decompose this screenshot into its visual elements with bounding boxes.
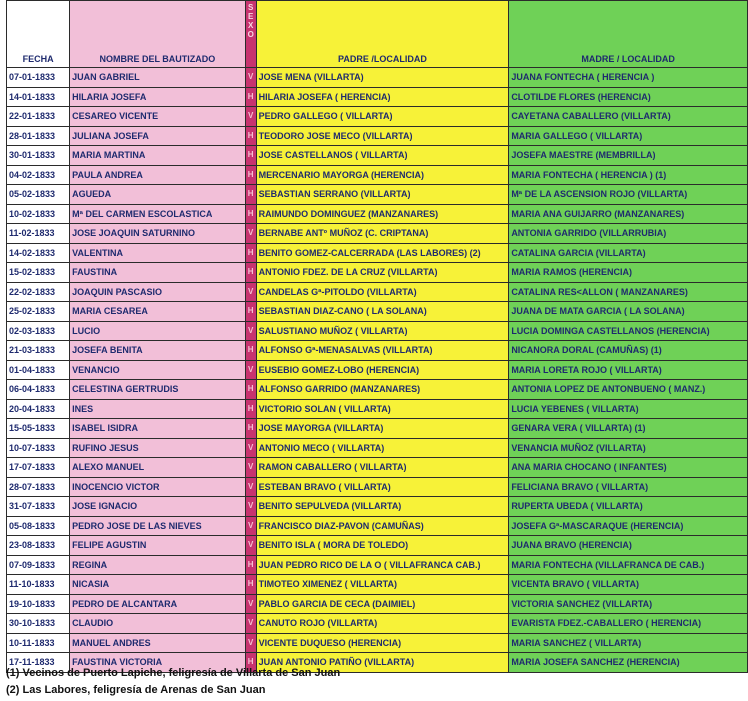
header-padre: PADRE /LOCALIDAD <box>256 1 509 68</box>
cell-sexo: V <box>245 614 256 634</box>
cell-madre: MARIA FONTECHA ( HERENCIA ) (1) <box>509 165 748 185</box>
cell-padre: JOSE MENA (VILLARTA) <box>256 68 509 88</box>
cell-madre: FELICIANA BRAVO ( VILLARTA) <box>509 477 748 497</box>
cell-fecha: 07-01-1833 <box>7 68 70 88</box>
cell-nombre: INES <box>70 399 245 419</box>
cell-padre: ALFONSO Gª-MENASALVAS (VILLARTA) <box>256 341 509 361</box>
table-row <box>7 399 748 419</box>
cell-fecha: 28-07-1833 <box>7 477 70 497</box>
table-row <box>7 555 748 575</box>
cell-padre: CANDELAS Gª-PITOLDO (VILLARTA) <box>256 282 509 302</box>
cell-nombre: AGUEDA <box>70 185 245 205</box>
cell-sexo: H <box>245 555 256 575</box>
table-row <box>7 594 748 614</box>
table-row <box>7 633 748 653</box>
table-row <box>7 341 748 361</box>
cell-padre: CANUTO ROJO (VILLARTA) <box>256 614 509 634</box>
cell-madre: JOSEFA MAESTRE (MEMBRILLA) <box>509 146 748 166</box>
cell-nombre: LUCIO <box>70 321 245 341</box>
table-row <box>7 224 748 244</box>
cell-padre: RAIMUNDO DOMINGUEZ (MANZANARES) <box>256 204 509 224</box>
cell-padre: ANTONIO FDEZ. DE LA CRUZ (VILLARTA) <box>256 263 509 283</box>
cell-sexo: V <box>245 438 256 458</box>
cell-nombre: CLAUDIO <box>70 614 245 634</box>
cell-fecha: 17-07-1833 <box>7 458 70 478</box>
cell-fecha: 21-03-1833 <box>7 341 70 361</box>
cell-padre: ALFONSO GARRIDO (MANZANARES) <box>256 380 509 400</box>
table-row <box>7 360 748 380</box>
cell-madre: CATALINA GARCIA (VILLARTA) <box>509 243 748 263</box>
cell-madre: NICANORA DORAL (CAMUÑAS) (1) <box>509 341 748 361</box>
cell-madre: ANTONIA GARRIDO (VILLARRUBIA) <box>509 224 748 244</box>
table-row <box>7 419 748 439</box>
cell-fecha: 31-07-1833 <box>7 497 70 517</box>
cell-fecha: 11-10-1833 <box>7 575 70 595</box>
cell-fecha: 23-08-1833 <box>7 536 70 556</box>
cell-fecha: 22-02-1833 <box>7 282 70 302</box>
cell-sexo: H <box>245 165 256 185</box>
table-row <box>7 185 748 205</box>
table-row <box>7 575 748 595</box>
cell-nombre: HILARIA JOSEFA <box>70 87 245 107</box>
cell-sexo: H <box>245 380 256 400</box>
cell-madre: ANA MARIA CHOCANO ( INFANTES) <box>509 458 748 478</box>
baptism-register <box>6 0 748 696</box>
cell-fecha: 30-01-1833 <box>7 146 70 166</box>
cell-padre: HILARIA JOSEFA ( HERENCIA) <box>256 87 509 107</box>
cell-fecha: 15-05-1833 <box>7 419 70 439</box>
cell-fecha: 25-02-1833 <box>7 302 70 322</box>
cell-nombre: PEDRO DE ALCANTARA <box>70 594 245 614</box>
table-row <box>7 477 748 497</box>
cell-fecha: 05-02-1833 <box>7 185 70 205</box>
cell-fecha: 10-07-1833 <box>7 438 70 458</box>
cell-fecha: 14-01-1833 <box>7 87 70 107</box>
table-row <box>7 282 748 302</box>
cell-sexo: H <box>245 146 256 166</box>
cell-nombre: NICASIA <box>70 575 245 595</box>
cell-sexo: H <box>245 341 256 361</box>
cell-fecha: 14-02-1833 <box>7 243 70 263</box>
cell-fecha: 20-04-1833 <box>7 399 70 419</box>
cell-padre: SALUSTIANO MUÑOZ ( VILLARTA) <box>256 321 509 341</box>
cell-madre: CATALINA RES<ALLON ( MANZANARES) <box>509 282 748 302</box>
cell-padre: ANTONIO MECO ( VILLARTA) <box>256 438 509 458</box>
cell-padre: RAMON CABALLERO ( VILLARTA) <box>256 458 509 478</box>
cell-sexo: H <box>245 263 256 283</box>
cell-fecha: 17-11-1833 <box>7 653 70 673</box>
cell-nombre: CESAREO VICENTE <box>70 107 245 127</box>
cell-nombre: REGINA <box>70 555 245 575</box>
cell-fecha: 05-08-1833 <box>7 516 70 536</box>
cell-madre: LUCIA YEBENES ( VILLARTA) <box>509 399 748 419</box>
cell-padre: BENITO GOMEZ-CALCERRADA (LAS LABORES) (2) <box>256 243 509 263</box>
cell-madre: MARIA FONTECHA (VILLAFRANCA DE CAB.) <box>509 555 748 575</box>
cell-sexo: V <box>245 458 256 478</box>
cell-sexo: H <box>245 185 256 205</box>
footnote-2: (2) Las Labores, feligresía de Arenas de San Juan <box>6 684 266 696</box>
cell-padre: VICENTE DUQUESO (HERENCIA) <box>256 633 509 653</box>
table-row <box>7 68 748 88</box>
cell-fecha: 30-10-1833 <box>7 614 70 634</box>
cell-nombre: ALEXO MANUEL <box>70 458 245 478</box>
cell-madre: MARIA LORETA ROJO ( VILLARTA) <box>509 360 748 380</box>
cell-padre: SEBASTIAN DIAZ-CANO ( LA SOLANA) <box>256 302 509 322</box>
cell-nombre: PAULA ANDREA <box>70 165 245 185</box>
cell-nombre: ISABEL ISIDRA <box>70 419 245 439</box>
cell-sexo: V <box>245 360 256 380</box>
cell-madre: VENANCIA MUÑOZ (VILLARTA) <box>509 438 748 458</box>
cell-fecha: 22-01-1833 <box>7 107 70 127</box>
cell-sexo: V <box>245 633 256 653</box>
header-madre: MADRE / LOCALIDAD <box>509 1 748 68</box>
cell-sexo: V <box>245 107 256 127</box>
table-row <box>7 321 748 341</box>
cell-fecha: 11-02-1833 <box>7 224 70 244</box>
cell-padre: JUAN PEDRO RICO DE LA O ( VILLAFRANCA CAB.) <box>256 555 509 575</box>
cell-nombre: JOSEFA BENITA <box>70 341 245 361</box>
cell-fecha: 10-11-1833 <box>7 633 70 653</box>
cell-sexo: V <box>245 477 256 497</box>
cell-padre: VICTORIO SOLAN ( VILLARTA) <box>256 399 509 419</box>
table-row <box>7 497 748 517</box>
cell-madre: MARIA SANCHEZ ( VILLARTA) <box>509 633 748 653</box>
cell-nombre: MANUEL ANDRES <box>70 633 245 653</box>
cell-fecha: 06-04-1833 <box>7 380 70 400</box>
cell-nombre: JOSE JOAQUIN SATURNINO <box>70 224 245 244</box>
register-table <box>6 0 748 673</box>
cell-madre: MARIA RAMOS (HERENCIA) <box>509 263 748 283</box>
footnotes <box>6 665 340 699</box>
cell-madre: LUCIA DOMINGA CASTELLANOS (HERENCIA) <box>509 321 748 341</box>
cell-padre: TEODORO JOSE MECO (VILLARTA) <box>256 126 509 146</box>
table-row <box>7 204 748 224</box>
table-row <box>7 87 748 107</box>
table-row <box>7 165 748 185</box>
cell-madre: Mª DE LA ASCENSION ROJO (VILLARTA) <box>509 185 748 205</box>
cell-sexo: V <box>245 594 256 614</box>
cell-padre: PABLO GARCIA DE CECA (DAIMIEL) <box>256 594 509 614</box>
cell-nombre: PEDRO JOSE DE LAS NIEVES <box>70 516 245 536</box>
table-row <box>7 107 748 127</box>
cell-nombre: MARIA MARTINA <box>70 146 245 166</box>
cell-nombre: JOAQUIN PASCASIO <box>70 282 245 302</box>
cell-nombre: FAUSTINA <box>70 263 245 283</box>
cell-padre: PEDRO GALLEGO ( VILLARTA) <box>256 107 509 127</box>
cell-padre: JUAN ANTONIO PATIÑO (VILLARTA) <box>256 653 509 673</box>
cell-madre: EVARISTA FDEZ.-CABALLERO ( HERENCIA) <box>509 614 748 634</box>
table-row <box>7 458 748 478</box>
cell-madre: JOSEFA Gª-MASCARAQUE (HERENCIA) <box>509 516 748 536</box>
cell-sexo: V <box>245 321 256 341</box>
cell-padre: EUSEBIO GOMEZ-LOBO (HERENCIA) <box>256 360 509 380</box>
cell-padre: ESTEBAN BRAVO ( VILLARTA) <box>256 477 509 497</box>
header-fecha: FECHA <box>7 1 70 68</box>
cell-sexo: V <box>245 282 256 302</box>
cell-nombre: VALENTINA <box>70 243 245 263</box>
header-row <box>7 1 748 68</box>
cell-madre: JUANA FONTECHA ( HERENCIA ) <box>509 68 748 88</box>
cell-nombre: VENANCIO <box>70 360 245 380</box>
header-sexo <box>245 1 256 68</box>
cell-sexo: V <box>245 536 256 556</box>
cell-sexo: V <box>245 516 256 536</box>
cell-fecha: 01-04-1833 <box>7 360 70 380</box>
cell-fecha: 04-02-1833 <box>7 165 70 185</box>
cell-nombre: CELESTINA GERTRUDIS <box>70 380 245 400</box>
cell-nombre: MARIA CESAREA <box>70 302 245 322</box>
cell-sexo: H <box>245 419 256 439</box>
cell-madre: VICTORIA SANCHEZ (VILLARTA) <box>509 594 748 614</box>
cell-sexo: H <box>245 653 256 673</box>
table-row <box>7 302 748 322</box>
cell-madre: MARIA ANA GUIJARRO (MANZANARES) <box>509 204 748 224</box>
table-row <box>7 380 748 400</box>
cell-fecha: 10-02-1833 <box>7 204 70 224</box>
table-row <box>7 243 748 263</box>
cell-padre: TIMOTEO XIMENEZ ( VILLARTA) <box>256 575 509 595</box>
cell-madre: VICENTA BRAVO ( VILLARTA) <box>509 575 748 595</box>
cell-sexo: H <box>245 87 256 107</box>
cell-nombre: FELIPE AGUSTIN <box>70 536 245 556</box>
cell-nombre: Mª DEL CARMEN ESCOLASTICA <box>70 204 245 224</box>
cell-nombre: JOSE IGNACIO <box>70 497 245 517</box>
cell-fecha: 15-02-1833 <box>7 263 70 283</box>
table-row <box>7 614 748 634</box>
cell-madre: RUPERTA UBEDA ( VILLARTA) <box>509 497 748 517</box>
cell-sexo: V <box>245 68 256 88</box>
table-row <box>7 438 748 458</box>
cell-sexo: H <box>245 204 256 224</box>
footnote-1: (1) Vecinos de Puerto Lapiche, feligresía de Villarta de San Juan <box>6 667 341 679</box>
table-row <box>7 263 748 283</box>
cell-madre: ANTONIA LOPEZ DE ANTONBUENO ( MANZ.) <box>509 380 748 400</box>
cell-padre: BENITO SEPULVEDA (VILLARTA) <box>256 497 509 517</box>
header-nombre: NOMBRE DEL BAUTIZADO <box>70 1 245 68</box>
table-row <box>7 536 748 556</box>
cell-sexo: H <box>245 575 256 595</box>
cell-nombre: INOCENCIO VICTOR <box>70 477 245 497</box>
cell-nombre: RUFINO JESUS <box>70 438 245 458</box>
cell-nombre: JUAN GABRIEL <box>70 68 245 88</box>
cell-padre: FRANCISCO DIAZ-PAVON (CAMUÑAS) <box>256 516 509 536</box>
cell-padre: BERNABE ANTº MUÑOZ (C. CRIPTANA) <box>256 224 509 244</box>
table-row <box>7 146 748 166</box>
table-row <box>7 516 748 536</box>
cell-sexo: V <box>245 224 256 244</box>
cell-madre: CLOTILDE FLORES (HERENCIA) <box>509 87 748 107</box>
cell-madre: JUANA BRAVO (HERENCIA) <box>509 536 748 556</box>
cell-padre: SEBASTIAN SERRANO (VILLARTA) <box>256 185 509 205</box>
header-sexo-text: S E X O <box>247 3 254 39</box>
cell-fecha: 28-01-1833 <box>7 126 70 146</box>
table-row <box>7 126 748 146</box>
cell-padre: JOSE CASTELLANOS ( VILLARTA) <box>256 146 509 166</box>
cell-padre: JOSE MAYORGA (VILLARTA) <box>256 419 509 439</box>
cell-sexo: H <box>245 126 256 146</box>
cell-madre: CAYETANA CABALLERO (VILLARTA) <box>509 107 748 127</box>
cell-fecha: 19-10-1833 <box>7 594 70 614</box>
cell-madre: MARIA GALLEGO ( VILLARTA) <box>509 126 748 146</box>
cell-nombre: FAUSTINA VICTORIA <box>70 653 245 673</box>
cell-fecha: 02-03-1833 <box>7 321 70 341</box>
cell-sexo: H <box>245 243 256 263</box>
cell-madre: GENARA VERA ( VILLARTA) (1) <box>509 419 748 439</box>
cell-nombre: JULIANA JOSEFA <box>70 126 245 146</box>
register-body <box>7 68 748 673</box>
cell-madre: JUANA DE MATA GARCIA ( LA SOLANA) <box>509 302 748 322</box>
cell-sexo: V <box>245 497 256 517</box>
cell-fecha: 07-09-1833 <box>7 555 70 575</box>
cell-sexo: H <box>245 399 256 419</box>
cell-madre: MARIA JOSEFA SANCHEZ (HERENCIA) <box>509 653 748 673</box>
cell-sexo: H <box>245 302 256 322</box>
cell-padre: MERCENARIO MAYORGA (HERENCIA) <box>256 165 509 185</box>
cell-padre: BENITO ISLA ( MORA DE TOLEDO) <box>256 536 509 556</box>
